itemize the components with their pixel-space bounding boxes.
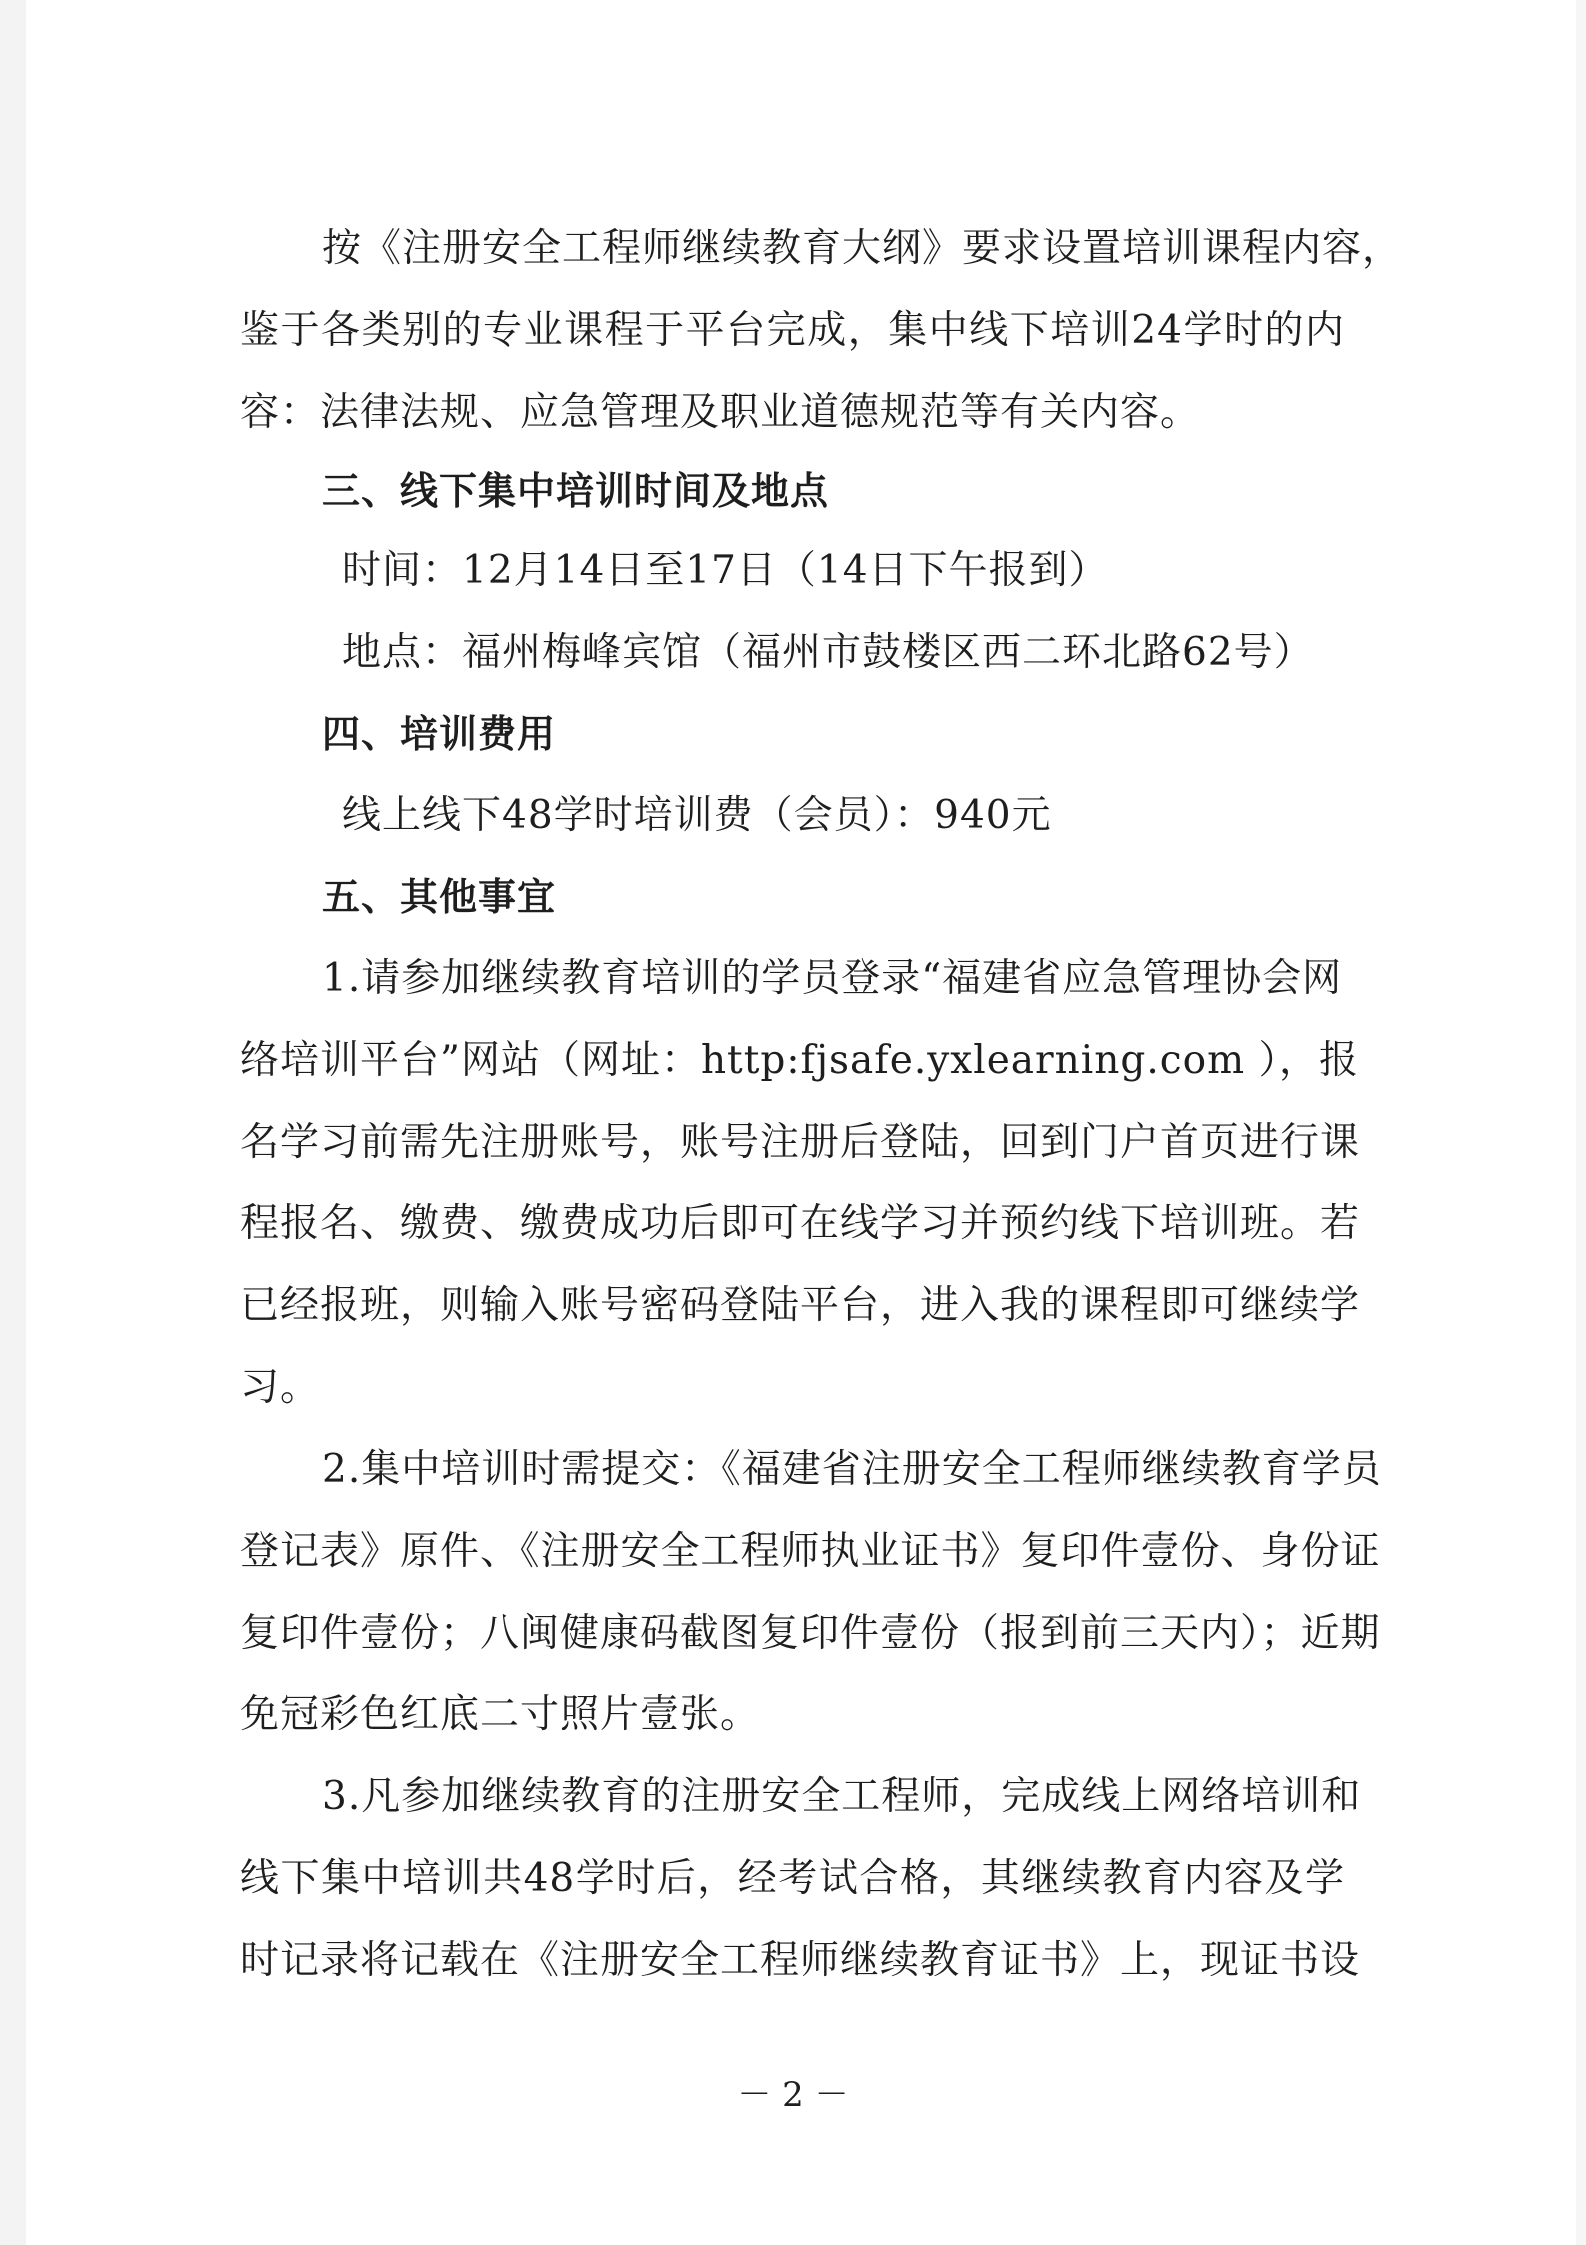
item1-line-2: 络培训平台”网站（网址：http:fjsafe.yxlearning.com ），报 — [240, 1038, 1359, 1083]
item3-line-3: 时记录将记载在《注册安全工程师继续教育证书》上，现证书设 — [240, 1938, 1361, 1983]
scan-edge-right — [1576, 0, 1586, 2245]
item2-line-3: 复印件壹份；八闽健康码截图复印件壹份（报到前三天内）；近期 — [240, 1611, 1381, 1656]
item1-line-6: 习。 — [240, 1365, 321, 1410]
section4-heading: 四、培训费用 — [322, 712, 557, 756]
section5-heading: 五、其他事宜 — [322, 875, 557, 919]
section3-time: 时间：12月14日至17日（14日下午报到） — [342, 548, 1109, 593]
section4-fee: 线上线下48学时培训费（会员）：940元 — [342, 793, 1052, 838]
item2-line-4: 免冠彩色红底二寸照片壹张。 — [240, 1692, 761, 1737]
item2-line-2: 登记表》原件、《注册安全工程师执业证书》复印件壹份、身份证 — [240, 1529, 1381, 1574]
item2-line-1: 2.集中培训时需提交：《福建省注册安全工程师继续教育学员 — [322, 1447, 1382, 1492]
item1-line-4: 程报名、缴费、缴费成功后即可在线学习并预约线下培训班。若 — [240, 1201, 1361, 1246]
item3-line-1: 3.凡参加继续教育的注册安全工程师，完成线上网络培训和 — [322, 1774, 1362, 1819]
item3-line-2: 线下集中培训共48学时后，经考试合格，其继续教育内容及学 — [240, 1856, 1345, 1901]
item1-line-3: 名学习前需先注册账号，账号注册后登陆，回到门户首页进行课 — [240, 1120, 1361, 1165]
intro-line-1: 按《注册安全工程师继续教育大纲》要求设置培训课程内容， — [322, 226, 1403, 271]
section3-place: 地点：福州梅峰宾馆（福州市鼓楼区西二环北路62号） — [342, 630, 1314, 675]
section3-heading: 三、线下集中培训时间及地点 — [322, 469, 830, 513]
intro-line-2: 鉴于各类别的专业课程于平台完成，集中线下培训24学时的内 — [240, 308, 1345, 353]
intro-line-3: 容：法律法规、应急管理及职业道德规范等有关内容。 — [240, 390, 1201, 435]
item1-line-1: 1.请参加继续教育培训的学员登录“福建省应急管理协会网 — [322, 956, 1343, 1001]
item1-line-5: 已经报班，则输入账号密码登陆平台，进入我的课程即可继续学 — [240, 1283, 1361, 1328]
scan-edge-left — [0, 0, 26, 2245]
page-number: － 2 － — [737, 2075, 849, 2115]
